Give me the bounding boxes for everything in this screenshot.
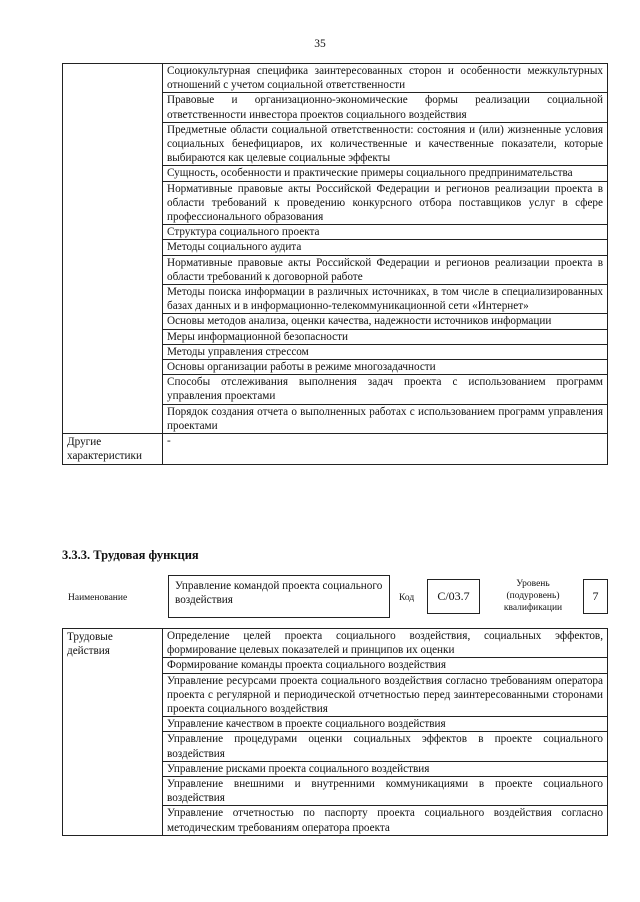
work-action-item: Управление качеством в проекте социального воздействия — [163, 717, 608, 732]
work-action-item: Управление отчетностью по паспорту проекта социального воздействия согласно методическим требованиям оператора проекта — [163, 806, 608, 835]
knowledge-item: Основы организации работы в режиме многозадачности — [163, 360, 608, 375]
function-name-box: Управление командой проекта социального воздействия — [168, 575, 390, 618]
other-characteristics-value: - — [163, 434, 608, 465]
knowledge-item: Правовые и организационно-экономические формы реализации социальной ответственности инвестора проектов социального воздействия — [163, 93, 608, 122]
knowledge-item: Нормативные правовые акты Российской Федерации и регионов реализации проекта в области требований к договорной работе — [163, 255, 608, 284]
work-action-item: Определение целей проекта социального воздействия, социальных эффектов, формирование целевых показателей и принципов их оценки — [163, 629, 608, 658]
knowledge-item: Методы управления стрессом — [163, 344, 608, 359]
name-label: Наименование — [68, 593, 128, 603]
work-action-item: Управление процедурами оценки социальных эффектов в проекте социального воздействия — [163, 732, 608, 761]
work-actions-label: Трудовые действия — [63, 629, 163, 836]
knowledge-item: Структура социального проекта — [163, 225, 608, 240]
level-box: 7 — [583, 579, 608, 614]
knowledge-item: Основы методов анализа, оценки качества, надежности источников информации — [163, 314, 608, 329]
work-action-item: Управление ресурсами проекта социального воздействия согласно требованиям оператора проекта с регулярной и периодической отчетностью перед заинтересованными сторонами проекта социального воздействия — [163, 673, 608, 717]
knowledge-table — [62, 63, 608, 465]
knowledge-item: Меры информационной безопасности — [163, 329, 608, 344]
knowledge-item: Предметные области социальной ответственности: состояния и (или) жизненные условия социальных бенефициаров, их количественные и качественные показатели, которые выбираются как целевые социальные эффекты — [163, 122, 608, 166]
level-label: Уровень (подуровень) квалификации — [503, 579, 563, 613]
code-label: Код — [399, 593, 415, 603]
knowledge-item: Нормативные правовые акты Российской Федерации и регионов реализации проекта в области требований к проведению конкурсного отбора поставщиков услуг в сфере профессионального образования — [163, 181, 608, 225]
work-actions-table — [62, 628, 608, 836]
knowledge-item: Методы поиска информации в различных источниках, в том числе в специализированных базах данных и в информационно-телекоммуникационной сети «Интернет» — [163, 285, 608, 314]
other-characteristics-label: Другие характеристики — [63, 434, 163, 465]
knowledge-item: Порядок создания отчета о выполненных работах с использованием программ управления проектами — [163, 404, 608, 433]
work-action-item: Управление рисками проекта социального воздействия — [163, 761, 608, 776]
table-row — [63, 434, 608, 465]
work-action-item: Формирование команды проекта социального воздействия — [163, 658, 608, 673]
page-number: 35 — [314, 38, 326, 50]
table-row — [63, 64, 608, 93]
row-label-cell — [63, 64, 163, 434]
table-row — [63, 629, 608, 658]
section-heading: 3.3.3. Трудовая функция — [62, 548, 199, 562]
knowledge-item: Сущность, особенности и практические примеры социального предпринимательства — [163, 166, 608, 181]
knowledge-item: Методы социального аудита — [163, 240, 608, 255]
code-box: С/03.7 — [427, 579, 480, 614]
knowledge-item: Способы отслеживания выполнения задач проекта с использованием программ управления проектами — [163, 375, 608, 404]
work-action-item: Управление внешними и внутренними коммуникациями в проекте социального воздействия — [163, 777, 608, 806]
knowledge-item: Социокультурная специфика заинтересованных сторон и особенности межкультурных отношений с учетом социальной ответственности — [163, 64, 608, 93]
